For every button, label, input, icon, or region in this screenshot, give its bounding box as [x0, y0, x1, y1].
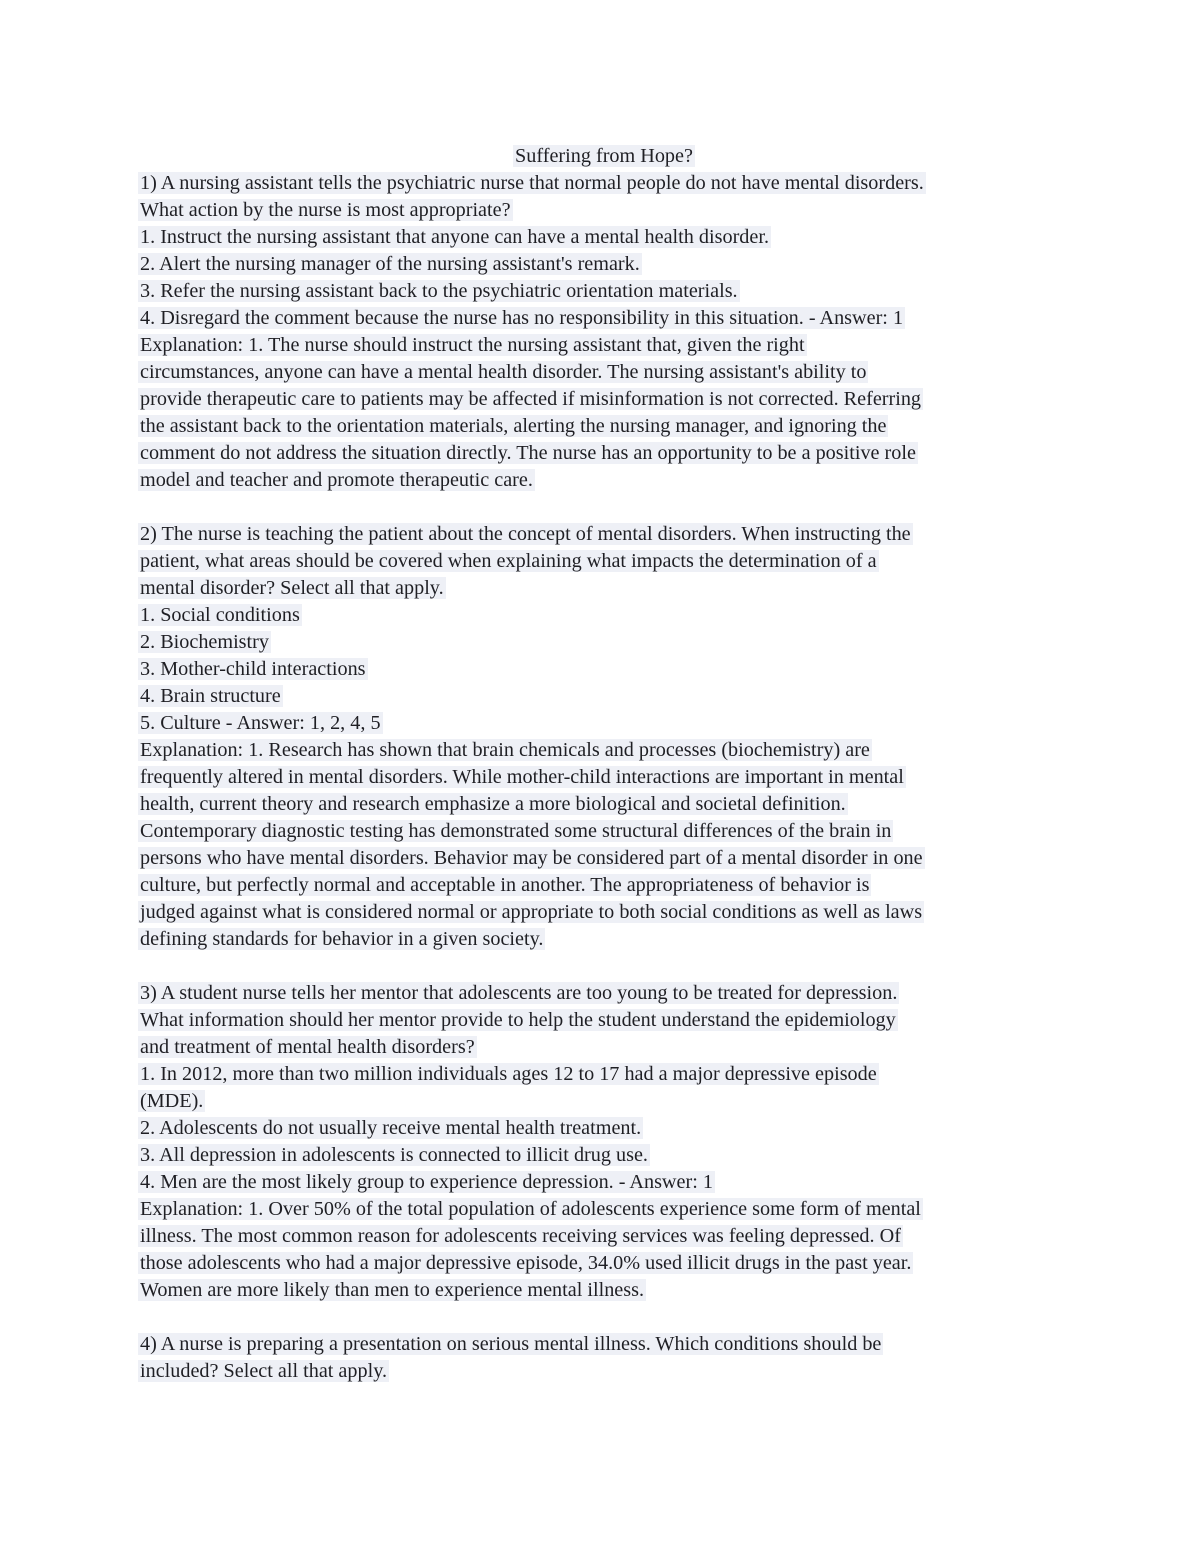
q2-line-text: frequently altered in mental disorders. While mother-child interactions are important in mental: [140, 766, 904, 788]
q3-line: [140, 1007, 1070, 1034]
q3-line: [140, 1061, 1070, 1088]
q2-line: [140, 791, 1070, 818]
q2-line: [140, 602, 1070, 629]
q2-line: [140, 845, 1070, 872]
q1-line-text: provide therapeutic care to patients may be affected if misinformation is not corrected. Referring: [140, 388, 922, 410]
q1-line-text: Explanation: 1. The nurse should instruct the nursing assistant that, given the right: [140, 334, 805, 356]
q1-line: [140, 251, 1070, 278]
q2-line: [140, 872, 1070, 899]
q2-line: [140, 521, 1070, 548]
q3-line: [140, 1034, 1070, 1061]
q4-line-text: 4) A nurse is preparing a presentation on serious mental illness. Which conditions should be: [140, 1333, 882, 1355]
q3-line-text: 3. All depression in adolescents is connected to illicit drug use.: [140, 1144, 648, 1166]
q1-line-text: What action by the nurse is most appropriate?: [140, 199, 511, 221]
q1-line-text: model and teacher and promote therapeutic care.: [140, 469, 533, 491]
q1-line: [140, 359, 1070, 386]
q2-line-text: Contemporary diagnostic testing has demonstrated some structural differences of the brain in: [140, 820, 892, 842]
q2-line-text: judged against what is considered normal or appropriate to both social conditions as well as laws: [140, 901, 923, 923]
q1-line: [140, 278, 1070, 305]
q3-line: [140, 1115, 1070, 1142]
q3-line-text: 2. Adolescents do not usually receive mental health treatment.: [140, 1117, 642, 1139]
q2-line: [140, 737, 1070, 764]
q1-line: [140, 467, 1070, 494]
q2-line: [140, 656, 1070, 683]
question-4: [140, 1331, 1070, 1385]
q2-line: [140, 899, 1070, 926]
q2-line: [140, 629, 1070, 656]
q1-line-text: 1) A nursing assistant tells the psychiatric nurse that normal people do not have mental disorders.: [140, 172, 924, 194]
q4-line: [140, 1358, 1070, 1385]
q3-line-text: illness. The most common reason for adolescents receiving services was feeling depressed. Of: [140, 1225, 901, 1247]
q2-line: [140, 764, 1070, 791]
q1-line-text: 1. Instruct the nursing assistant that anyone can have a mental health disorder.: [140, 226, 769, 248]
q2-line-text: 4. Brain structure: [140, 685, 281, 707]
q2-line-text: Explanation: 1. Research has shown that brain chemicals and processes (biochemistry) are: [140, 739, 870, 761]
q2-line-text: mental disorder? Select all that apply.: [140, 577, 444, 599]
document-page: [140, 143, 1070, 1385]
q3-line: [140, 1277, 1070, 1304]
q1-line: [140, 197, 1070, 224]
q3-line-text: What information should her mentor provide to help the student understand the epidemiology: [140, 1009, 896, 1031]
q2-line: [140, 926, 1070, 953]
paragraph-gap: [140, 1304, 1070, 1331]
q2-line-text: 2) The nurse is teaching the patient about the concept of mental disorders. When instructing the: [140, 523, 911, 545]
question-3: [140, 980, 1070, 1304]
q3-line-text: those adolescents who had a major depressive episode, 34.0% used illicit drugs in the past year.: [140, 1252, 912, 1274]
q3-line: [140, 1250, 1070, 1277]
q3-line-text: Explanation: 1. Over 50% of the total population of adolescents experience some form of mental: [140, 1198, 921, 1220]
q1-line-text: 2. Alert the nursing manager of the nursing assistant's remark.: [140, 253, 640, 275]
paragraph-gap: [140, 494, 1070, 521]
q1-line: [140, 305, 1070, 332]
q3-line-text: 1. In 2012, more than two million individuals ages 12 to 17 had a major depressive episode: [140, 1063, 877, 1085]
q1-line: [140, 440, 1070, 467]
q1-line-text: the assistant back to the orientation materials, alerting the nursing manager, and ignoring the: [140, 415, 887, 437]
q2-line: [140, 548, 1070, 575]
q3-line: [140, 1223, 1070, 1250]
q2-line-text: patient, what areas should be covered when explaining what impacts the determination of a: [140, 550, 877, 572]
q2-line: [140, 710, 1070, 737]
q2-line-text: 2. Biochemistry: [140, 631, 269, 653]
q1-line-text: 3. Refer the nursing assistant back to the psychiatric orientation materials.: [140, 280, 738, 302]
paragraph-gap: [140, 953, 1070, 980]
q3-line-text: 3) A student nurse tells her mentor that adolescents are too young to be treated for depression.: [140, 982, 898, 1004]
q3-line: [140, 1169, 1070, 1196]
q3-line-text: and treatment of mental health disorders?: [140, 1036, 475, 1058]
q3-line-text: (MDE).: [140, 1090, 204, 1112]
q2-line-text: 3. Mother-child interactions: [140, 658, 366, 680]
q2-line: [140, 575, 1070, 602]
q3-line-text: Women are more likely than men to experience mental illness.: [140, 1279, 645, 1301]
q2-line-text: 5. Culture - Answer: 1, 2, 4, 5: [140, 712, 381, 734]
q2-line-text: defining standards for behavior in a given society.: [140, 928, 544, 950]
q4-line: [140, 1331, 1070, 1358]
q1-line: [140, 413, 1070, 440]
q1-line: [140, 332, 1070, 359]
document-title: [245, 143, 965, 170]
q3-line-text: 4. Men are the most likely group to experience depression. - Answer: 1: [140, 1171, 713, 1193]
q3-line: [140, 1142, 1070, 1169]
q4-line-text: included? Select all that apply.: [140, 1360, 388, 1382]
q1-line-text: circumstances, anyone can have a mental health disorder. The nursing assistant's ability to: [140, 361, 867, 383]
q2-line: [140, 818, 1070, 845]
q3-line: [140, 1196, 1070, 1223]
question-2: [140, 521, 1070, 953]
document-title-text: Suffering from Hope?: [515, 145, 693, 167]
q1-line-text: comment do not address the situation directly. The nurse has an opportunity to be a positive role: [140, 442, 916, 464]
question-1: [140, 170, 1070, 494]
q3-line: [140, 1088, 1070, 1115]
q1-line-text: 4. Disregard the comment because the nurse has no responsibility in this situation. - Answer: 1: [140, 307, 904, 329]
q1-line: [140, 170, 1070, 197]
q1-line: [140, 224, 1070, 251]
q2-line: [140, 683, 1070, 710]
q2-line-text: 1. Social conditions: [140, 604, 300, 626]
q2-line-text: health, current theory and research emphasize a more biological and societal definition.: [140, 793, 846, 815]
q2-line-text: culture, but perfectly normal and acceptable in another. The appropriateness of behavior is: [140, 874, 870, 896]
q3-line: [140, 980, 1070, 1007]
q1-line: [140, 386, 1070, 413]
q2-line-text: persons who have mental disorders. Behavior may be considered part of a mental disorder in one: [140, 847, 923, 869]
